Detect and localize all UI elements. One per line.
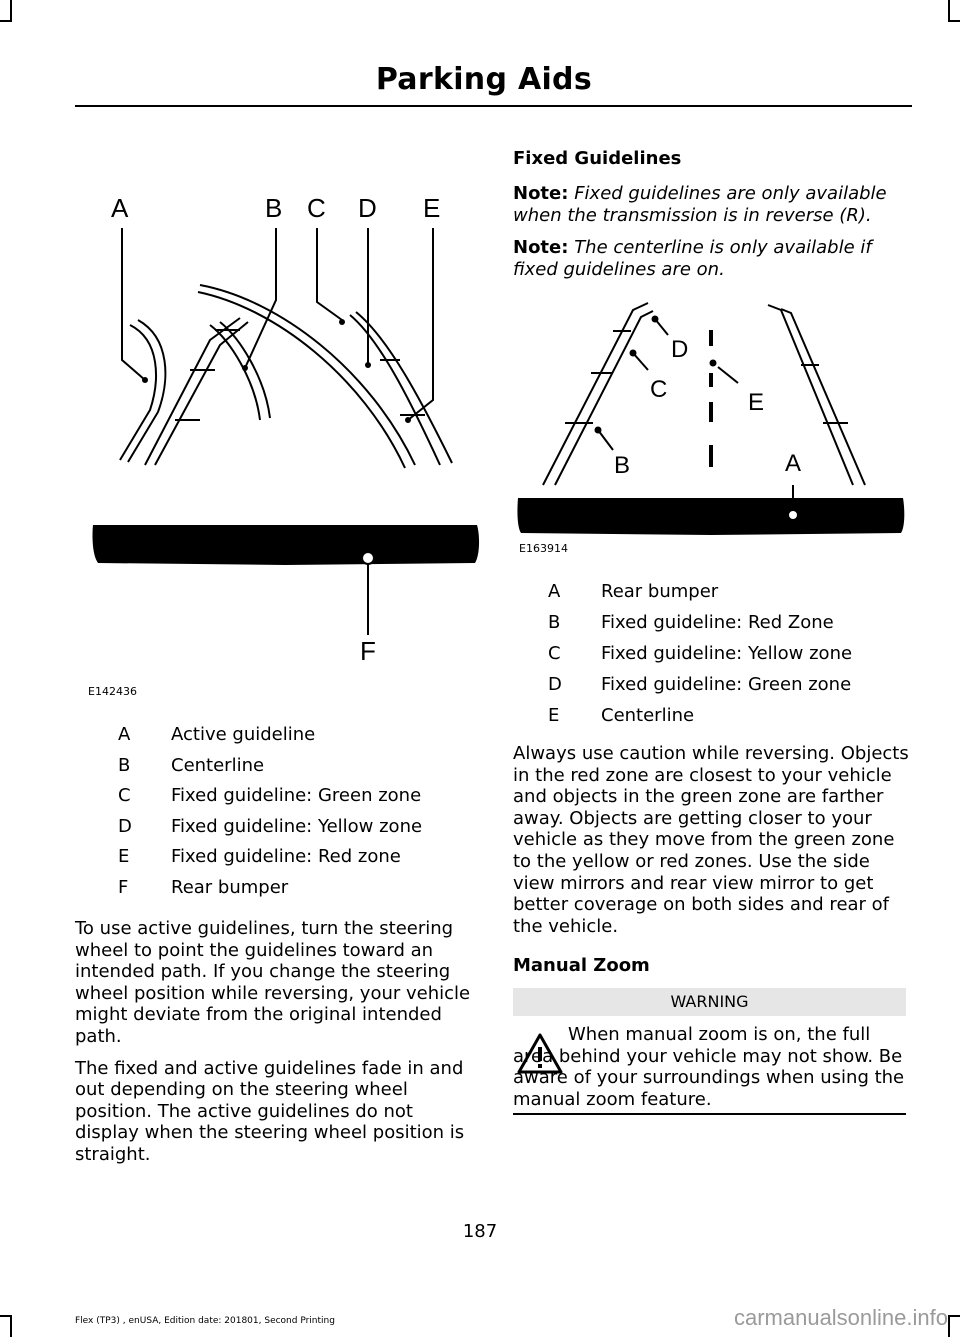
crop-mark [948,0,950,20]
page-title: Parking Aids [375,62,592,97]
callout-label: C [307,193,326,223]
crop-mark [0,1315,12,1317]
legend-row [75,755,422,786]
legend-row [548,612,852,643]
warning-header: WARNING [513,988,906,1016]
legend-row [75,785,422,816]
figure-code: E163914 [519,542,568,555]
note-text: Fixed guidelines are only available when the transmission is in reverse (R). [513,183,887,226]
legend-row [75,724,422,755]
callout-label: D [671,336,689,363]
callout-label: A [785,450,802,477]
crop-mark [948,1315,960,1317]
legend-key: E [548,705,560,726]
legend-label: Fixed guideline: Green zone [171,785,422,806]
legend-label: Fixed guideline: Yellow zone [171,815,423,837]
crop-mark [10,0,12,20]
crop-mark [0,20,12,22]
callout-label: E [423,193,441,223]
legend-key: F [118,876,129,898]
legend-row [548,643,852,674]
legend-label: Rear bumper [601,581,719,602]
paragraph: Always use caution while reversing. Objects in the red zone are closest to your vehicle and objects in the green zone are farther away. Objects are getting closer to your vehicle as they move from the green zone to the yellow or red zones. Use the side view mirrors and rear view mirror to get better coverage on both sides and rear of the vehicle. [513,743,909,937]
legend-row [75,846,422,877]
legend-label: Centerline [601,705,695,726]
warning-text [513,1024,908,1110]
active-guidelines-diagram [80,180,490,700]
legend-key: B [548,612,561,633]
callout-label: B [265,193,283,223]
section-heading: Manual Zoom [513,955,650,976]
section-heading: Fixed Guidelines [513,148,682,169]
legend-label: Fixed guideline: Yellow zone [601,643,853,664]
paragraph: The fixed and active guidelines fade in and out depending on the steering wheel position. The active guidelines do not display when the steering wheel position is straight. [75,1057,465,1165]
legend-key: A [118,724,131,745]
legend-label: Active guideline [171,724,316,745]
legend-key: A [548,581,561,602]
legend-label: Centerline [171,754,265,776]
note [513,237,903,280]
legend-label: Rear bumper [171,876,289,898]
legend-row [548,705,852,736]
right-body-text [513,743,910,947]
legend-label: Fixed guideline: Green zone [601,674,852,695]
legend-row [548,581,852,612]
legend-row [75,816,422,847]
legend-key: E [118,846,130,867]
legend-label: Fixed guideline: Red Zone [601,612,834,633]
legend-label: Fixed guideline: Red zone [171,846,401,867]
legend-row [548,674,852,705]
note-label: Note: [513,237,569,258]
callout-label: B [614,452,631,479]
legend-key: C [548,643,561,664]
callout-label: D [358,193,377,223]
warning-body: When manual zoom is on, the full area behind your vehicle may not show. Be aware of your surroundings when using the manual zoom feature. [513,1024,905,1110]
crop-mark [948,20,960,22]
page-number: 187 [462,1221,498,1242]
legend-key: C [118,785,131,806]
callout-label: C [650,376,668,403]
figure1-legend [75,724,422,907]
callout-label: A [111,193,129,223]
footer-text: Flex (TP3) , enUSA, Edition date: 201801, Second Printing [75,1316,335,1326]
legend-key: D [548,674,562,695]
watermark: carmanualsonline.info [733,1305,948,1330]
note [513,183,903,226]
header-divider [75,105,912,107]
crop-mark [948,1317,950,1337]
note-label: Note: [513,183,569,204]
legend-row [75,877,422,908]
fixed-guidelines-diagram [513,295,908,540]
paragraph: To use active guidelines, turn the steering wheel to point the guidelines toward an intended path. If you change the steering wheel position while reversing, your vehicle might deviate from the original intended path. [75,918,471,1047]
legend-key: B [118,754,131,776]
warning-divider [513,1113,906,1115]
figure2-legend [548,581,852,736]
figure-code: E142436 [88,685,137,698]
callout-label: F [360,636,376,666]
left-body-text [75,918,475,1176]
callout-label: E [748,389,765,416]
note-text: The centerline is only available if fixed guidelines are on. [513,237,872,280]
legend-key: D [118,815,132,837]
crop-mark [10,1317,12,1337]
